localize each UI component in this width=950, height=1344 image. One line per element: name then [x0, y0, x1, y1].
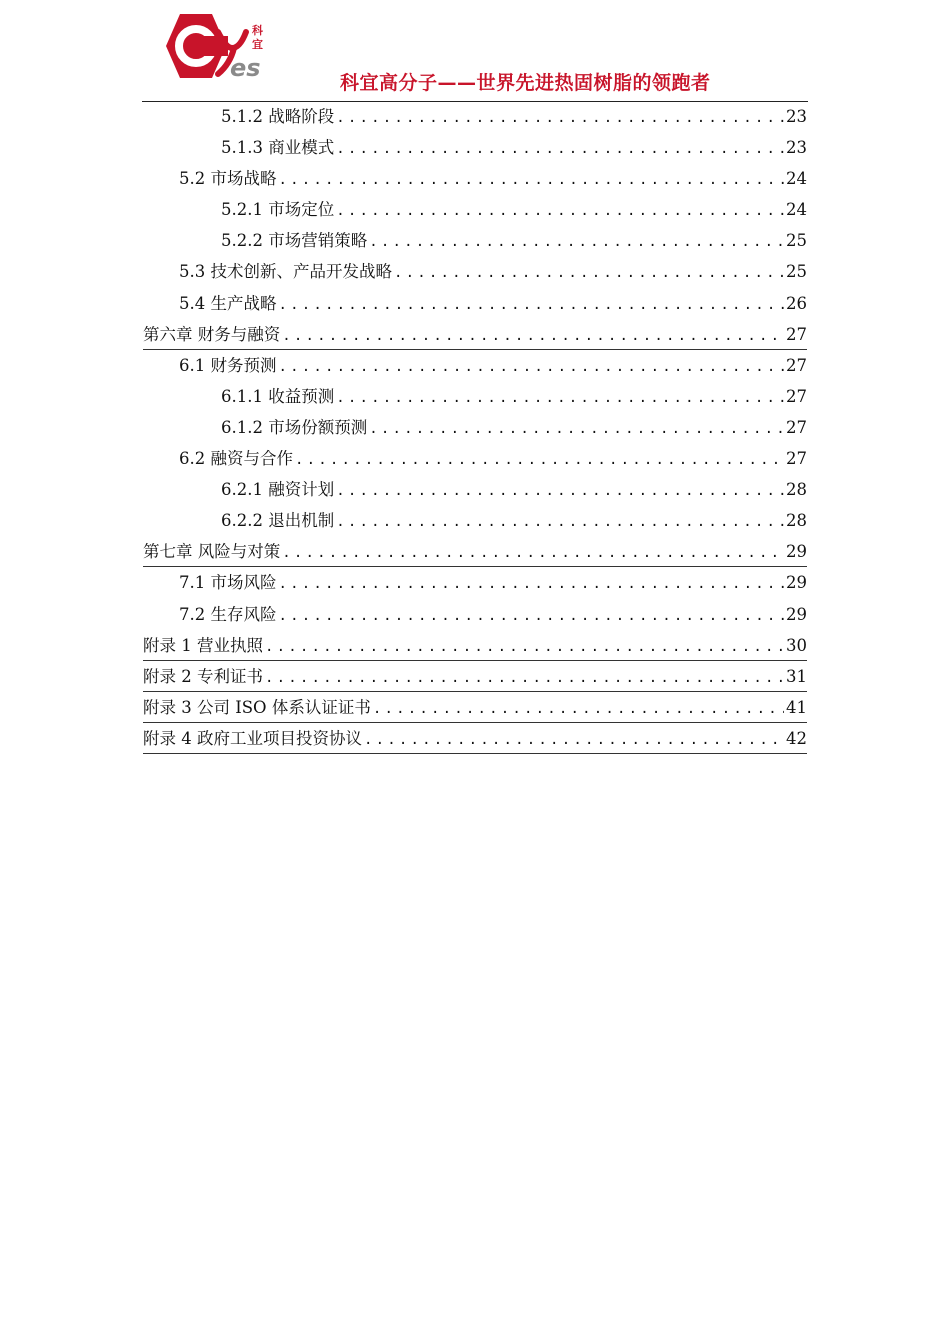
toc-page-number: 25: [786, 262, 807, 282]
toc-page-number: 28: [786, 511, 807, 531]
toc-page-number: 23: [786, 138, 807, 158]
toc-page-number: 27: [786, 355, 807, 375]
svg-text:宜: 宜: [252, 38, 263, 51]
logo-latin-text: es: [230, 54, 261, 82]
toc-entry[interactable]: [143, 256, 807, 287]
toc-entry-title: 5.2.2 市场营销策略: [221, 231, 368, 251]
toc-leader-dots: [295, 445, 784, 476]
toc-entry-title: 6.2.2 退出机制: [221, 511, 335, 531]
toc-page-number: 29: [786, 542, 807, 562]
toc-entry[interactable]: [143, 381, 807, 412]
toc-page-number: 27: [786, 386, 807, 406]
toc-chapter-entry[interactable]: [143, 661, 807, 692]
toc-leader-dots: [282, 538, 784, 569]
toc-page-number: 27: [786, 324, 807, 344]
toc-entry-title: 6.1.2 市场份额预测: [221, 417, 368, 437]
toc-leader-dots: [336, 196, 784, 227]
toc-page-number: 24: [786, 169, 807, 189]
toc-page-number: 30: [786, 635, 807, 655]
toc-chapter-entry[interactable]: [143, 692, 807, 723]
toc-entry-title: 6.2.1 融资计划: [221, 480, 335, 500]
table-of-contents: [143, 101, 807, 754]
toc-chapter-entry[interactable]: [143, 630, 807, 661]
toc-leader-dots: [279, 165, 785, 196]
toc-entry-title: 6.1.1 收益预测: [221, 386, 335, 406]
toc-page-number: 26: [786, 293, 807, 313]
toc-entry[interactable]: [143, 505, 807, 536]
toc-page-number: 29: [786, 604, 807, 624]
toc-leader-dots: [369, 227, 784, 258]
toc-entry[interactable]: [143, 163, 807, 194]
toc-page-number: 27: [786, 417, 807, 437]
toc-entry-title: 7.2 生存风险: [179, 604, 277, 624]
toc-entry-title: 6.2 融资与合作: [179, 449, 293, 469]
toc-entry-title: 附录 4 政府工业项目投资协议: [143, 728, 362, 748]
toc-entry[interactable]: [143, 412, 807, 443]
toc-chapter-entry[interactable]: [143, 319, 807, 350]
svg-text:科: 科: [252, 24, 263, 37]
toc-leader-dots: [336, 134, 784, 165]
toc-entry[interactable]: [143, 599, 807, 630]
toc-page-number: 41: [786, 697, 807, 717]
toc-entry-title: 7.1 市场风险: [179, 573, 277, 593]
toc-leader-dots: [282, 321, 784, 352]
toc-page-number: 29: [786, 573, 807, 593]
toc-entry-title: 5.2 市场战略: [179, 169, 277, 189]
toc-entry[interactable]: [143, 225, 807, 256]
toc-leader-dots: [336, 383, 784, 414]
toc-entry[interactable]: [143, 350, 807, 381]
toc-page-number: 27: [786, 449, 807, 469]
toc-leader-dots: [265, 632, 784, 663]
toc-entry-title: 附录 2 专利证书: [143, 666, 263, 686]
toc-entry-title: 5.3 技术创新、产品开发战略: [179, 262, 392, 282]
toc-page-number: 23: [786, 107, 807, 126]
page-header: [0, 0, 950, 104]
toc-entry[interactable]: [143, 443, 807, 474]
toc-entry[interactable]: [143, 194, 807, 225]
toc-leader-dots: [336, 507, 784, 538]
company-logo: [160, 12, 272, 82]
toc-entry[interactable]: [143, 567, 807, 598]
toc-page-number: 24: [786, 200, 807, 220]
toc-leader-dots: [336, 476, 784, 507]
toc-leader-dots: [336, 103, 784, 134]
toc-entry-title: 附录 1 营业执照: [143, 635, 263, 655]
toc-page-number: 42: [786, 728, 807, 748]
toc-entry-title: 第六章 财务与融资: [143, 324, 281, 344]
toc-leader-dots: [265, 663, 784, 694]
toc-leader-dots: [364, 725, 784, 756]
toc-leader-dots: [279, 601, 785, 632]
toc-leader-dots: [394, 258, 784, 289]
toc-entry-title: 5.1.3 商业模式: [221, 138, 335, 158]
toc-entry-title: 5.4 生产战略: [179, 293, 277, 313]
toc-page-number: 25: [786, 231, 807, 251]
toc-entry-title: 第七章 风险与对策: [143, 542, 281, 562]
toc-page-number: 31: [786, 666, 807, 686]
toc-entry-title: 5.1.2 战略阶段: [221, 107, 335, 126]
toc-entry[interactable]: [143, 288, 807, 319]
header-tagline: 科宜高分子——世界先进热固树脂的领跑者: [340, 72, 711, 94]
toc-entry[interactable]: [143, 474, 807, 505]
toc-chapter-entry[interactable]: [143, 536, 807, 567]
toc-entry-title: 附录 3 公司 ISO 体系认证证书: [143, 697, 371, 717]
toc-leader-dots: [279, 569, 785, 600]
toc-entry[interactable]: [143, 101, 807, 132]
toc-leader-dots: [369, 414, 784, 445]
toc-entry[interactable]: [143, 132, 807, 163]
toc-leader-dots: [279, 290, 785, 321]
toc-leader-dots: [279, 352, 785, 383]
toc-chapter-entry[interactable]: [143, 723, 807, 754]
toc-page-number: 28: [786, 480, 807, 500]
toc-leader-dots: [373, 694, 784, 725]
toc-entry-title: 5.2.1 市场定位: [221, 200, 335, 220]
toc-entry-title: 6.1 财务预测: [179, 355, 277, 375]
